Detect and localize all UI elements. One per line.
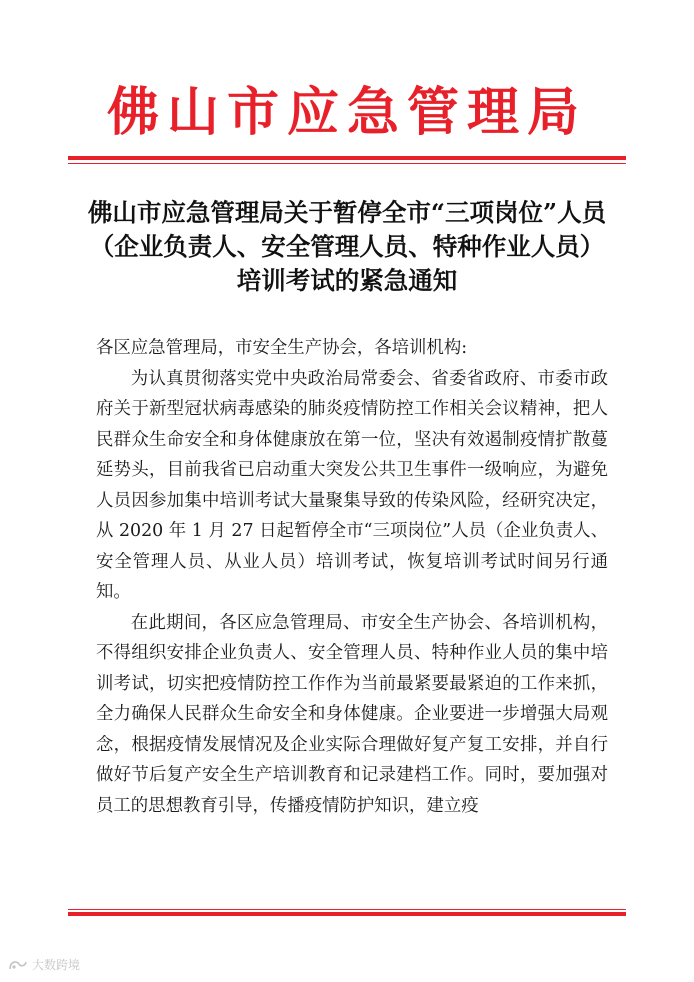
watermark-logo-icon xyxy=(8,958,28,972)
body-paragraph-1: 为认真贯彻落实党中央政治局常委会、省委省政府、市委市政府关于新型冠状病毒感染的肺炎疫情防控工作相关会议精神，把人民群众生命安全和身体健康放在第一位，坚决有效遏制疫情扩散蔓延势头，目前我省已启动重大突发公共卫生事件一级响应，为避免人员因参加集中培训考试大量聚集导致的传染风险，经研究决定，从 2020 年 1 月 27 日起暂停全市“三项岗位”人员（企业负责人、安全管理人员、从业人员）培训考试，恢复培训考试时间另行通知。 xyxy=(96,368,608,602)
notice-body xyxy=(96,333,608,821)
header-divider-thick xyxy=(68,156,626,160)
watermark xyxy=(8,956,80,973)
notice-title: 佛山市应急管理局关于暂停全市“三项岗位”人员（企业负责人、安全管理人员、特种作业人员）培训考试的紧急通知 xyxy=(87,198,607,295)
watermark-text: 大数跨境 xyxy=(32,958,81,972)
body-paragraph-2: 在此期间，各区应急管理局、市安全生产协会、各培训机构，不得组织安排企业负责人、安全管理人员、特种作业人员的集中培训考试，切实把疫情防控工作作为当前最紧要最紧迫的工作来抓，全力确保人民群众生命安全和身体健康。企业要进一步增强大局观念，根据疫情发展情况及企业实际合理做好复产复工安排，并自行做好节后复产安全生产培训教育和记录建档工作。同时，要加强对员工的思想教育引导，传播疫情防护知识，建立疫 xyxy=(96,612,608,816)
footer-divider-thin xyxy=(68,909,626,910)
salutation: 各区应急管理局，市安全生产协会，各培训机构: xyxy=(96,338,468,358)
issuing-authority-header: 佛山市应急管理局 xyxy=(106,82,587,143)
header-divider-thin xyxy=(68,163,626,164)
footer-divider-thick xyxy=(68,912,626,916)
